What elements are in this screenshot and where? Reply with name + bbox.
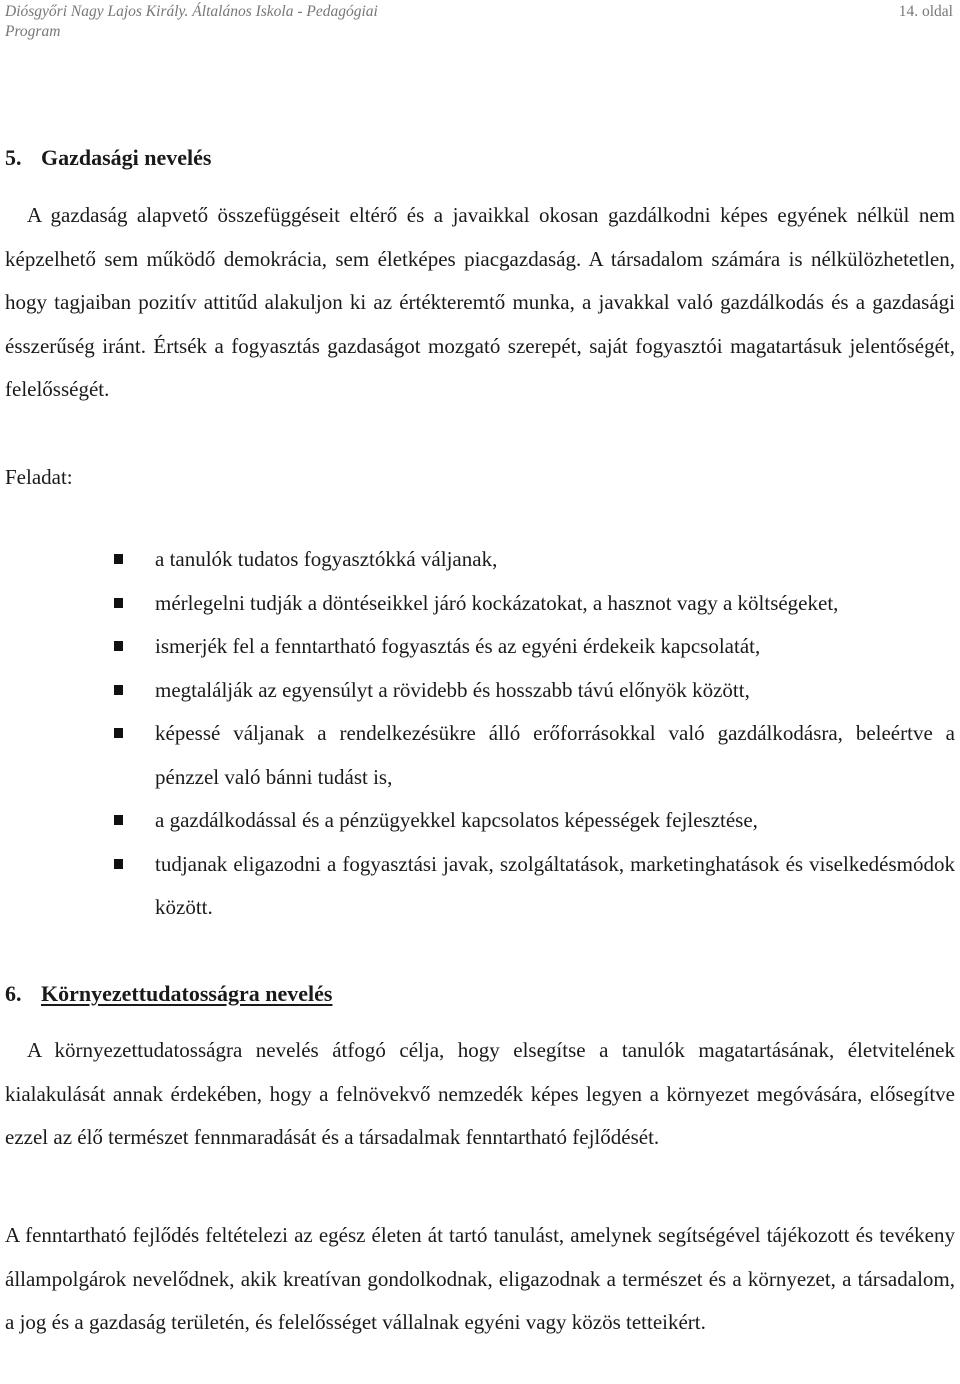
task-label: Feladat: <box>5 465 73 489</box>
section-6-number: 6. <box>5 981 22 1006</box>
square-bullet-icon <box>114 815 123 825</box>
task-list <box>5 538 955 930</box>
list-item: megtalálják az egyensúlyt a rövidebb és hosszabb távú előnyök között, <box>5 669 955 713</box>
list-item: képessé váljanak a rendelkezésükre álló erőforrásokkal való gazdálkodásra, beleértve a pénzzel való bánni tudást is, <box>5 712 955 799</box>
section-6-title: Környezettudatosságra nevelés <box>41 981 333 1006</box>
square-bullet-icon <box>114 554 123 564</box>
header-document-title: Diósgyőri Nagy Lajos Király. Általános Iskola - Pedagógiai Program <box>5 3 378 40</box>
header-page-number: 14. oldal <box>898 3 953 20</box>
list-item: a gazdálkodással és a pénzügyekkel kapcsolatos képességek fejlesztése, <box>5 799 955 843</box>
section-5-heading <box>5 145 212 171</box>
square-bullet-icon <box>114 859 123 869</box>
square-bullet-icon <box>114 685 123 695</box>
section-6-heading <box>5 981 332 1007</box>
square-bullet-icon <box>114 641 123 651</box>
list-item: mérlegelni tudják a döntéseikkel járó kockázatokat, a hasznot vagy a költségeket, <box>5 582 955 626</box>
list-item: tudjanak eligazodni a fogyasztási javak, szolgáltatások, marketinghatások és viselkedésmódok között. <box>5 843 955 930</box>
section-5-title: Gazdasági nevelés <box>41 145 212 170</box>
list-item: ismerjék fel a fenntartható fogyasztás és az egyéni érdekeik kapcsolatát, <box>5 625 955 669</box>
square-bullet-icon <box>114 728 123 738</box>
section-5-paragraph: A gazdaság alapvető összefüggéseit eltérő és a javaikkal okosan gazdálkodni képes egyének nélkül nem képzelhető sem működő demokrácia, sem életképes piacgazdaság. A társadalom számára is nélkülözhetetlen, hogy tagjaiban pozitív attitűd alakuljon ki az értékteremtő munka, a javakkal való gazdálkodás és a gazdasági ésszerűség iránt. Értsék a fogyasztás gazdaságot mozgató szerepét, saját fogyasztói magatartásuk jelentőségét, felelősségét. <box>5 203 955 401</box>
section-6-paragraph-2: A fenntartható fejlődés feltételezi az egész életen át tartó tanulást, amelynek segítségével tájékozott és tevékeny állampolgárok nevelődnek, akik kreatívan gondolkodnak, eligazodnak a természet és a környezet, a társadalom, a jog és a gazdaság területén, és felelősséget vállalnak egyéni vagy közös tetteikért. <box>5 1223 955 1334</box>
page-header <box>5 2 955 44</box>
section-6-paragraph-1: A környezettudatosságra nevelés átfogó célja, hogy elsegítse a tanulók magatartásának, életvitelének kialakulását annak érdekében, hogy a felnövekvő nemzedék képes legyen a környezet megóvására, elősegítve ezzel az élő természet fennmaradását és a társadalmak fenntartható fejlődését. <box>5 1038 955 1149</box>
section-5-number: 5. <box>5 145 22 170</box>
square-bullet-icon <box>114 598 123 608</box>
list-item: a tanulók tudatos fogyasztókká váljanak, <box>5 538 955 582</box>
